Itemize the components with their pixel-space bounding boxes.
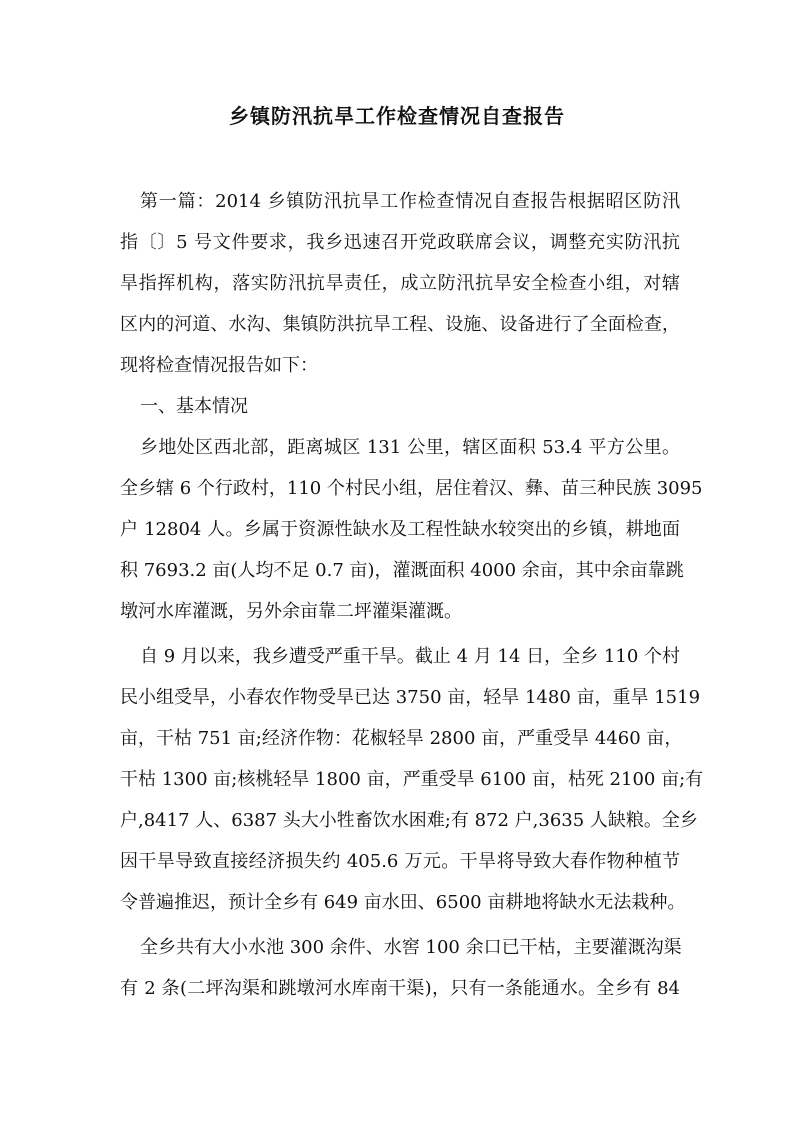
paragraph-line: 户,8417 人、6387 头大小牲畜饮水困难;有 872 户,3635 人缺粮。全乡 xyxy=(120,810,698,831)
paragraph-line: 现将检查情况报告如下： xyxy=(120,355,318,376)
paragraph-line: 区内的河道、水沟、集镇防洪抗旱工程、设施、设备进行了全面检查， xyxy=(120,314,680,335)
paragraph-line: 第一篇：2014 乡镇防汛抗旱工作检查情况自查报告根据昭区防汛 xyxy=(140,191,680,212)
paragraph-line: 积 7693.2 亩(人均不足 0.7 亩)，灌溉面积 4000 余亩，其中余亩靠跳 xyxy=(120,560,684,581)
paragraph-line: 墩河水库灌溉，另外余亩靠二坪灌渠灌溉。 xyxy=(120,601,462,622)
paragraph-line: 自 9 月以来，我乡遭受严重干旱。截止 4 月 14 日，全乡 110 个村 xyxy=(140,646,680,667)
paragraph-line: 干枯 1300 亩;核桃轻旱 1800 亩，严重受旱 6100 亩，枯死 2100 亩;有 xyxy=(120,769,704,790)
paragraph-line: 户 12804 人。乡属于资源性缺水及工程性缺水较突出的乡镇，耕地面 xyxy=(120,519,680,540)
section-heading: 一、基本情况 xyxy=(140,396,248,417)
paragraph-line: 指〔〕5 号文件要求，我乡迅速召开党政联席会议，调整充实防汛抗 xyxy=(120,232,680,253)
paragraph-line: 令普遍推迟，预计全乡有 649 亩水田、6500 亩耕地将缺水无法栽种。 xyxy=(120,892,686,913)
paragraph-line: 全乡共有大小水池 300 余件、水窖 100 余口已干枯，主要灌溉沟渠 xyxy=(140,937,682,958)
paragraph-line: 民小组受旱，小春农作物受旱已达 3750 亩，轻旱 1480 亩，重旱 1519 xyxy=(120,687,701,708)
document-title: 乡镇防汛抗旱工作检查情况自查报告 xyxy=(229,104,565,128)
paragraph-line: 亩，干枯 751 亩;经济作物：花椒轻旱 2800 亩，严重受旱 4460 亩， xyxy=(120,728,683,749)
paragraph-line: 因干旱导致直接经济损失约 405.6 万元。干旱将导致大春作物种植节 xyxy=(120,851,680,872)
paragraph-line: 乡地处区西北部，距离城区 131 公里，辖区面积 53.4 平方公里。 xyxy=(140,437,680,458)
paragraph-line: 旱指挥机构，落实防汛抗旱责任，成立防汛抗旱安全检查小组，对辖 xyxy=(120,273,680,294)
paragraph-line: 全乡辖 6 个行政村，110 个村民小组，居住着汉、彝、苗三种民族 3095 xyxy=(120,478,703,499)
paragraph-line: 有 2 条(二坪沟渠和跳墩河水库南干渠)，只有一条能通水。全乡有 84 xyxy=(120,978,680,999)
